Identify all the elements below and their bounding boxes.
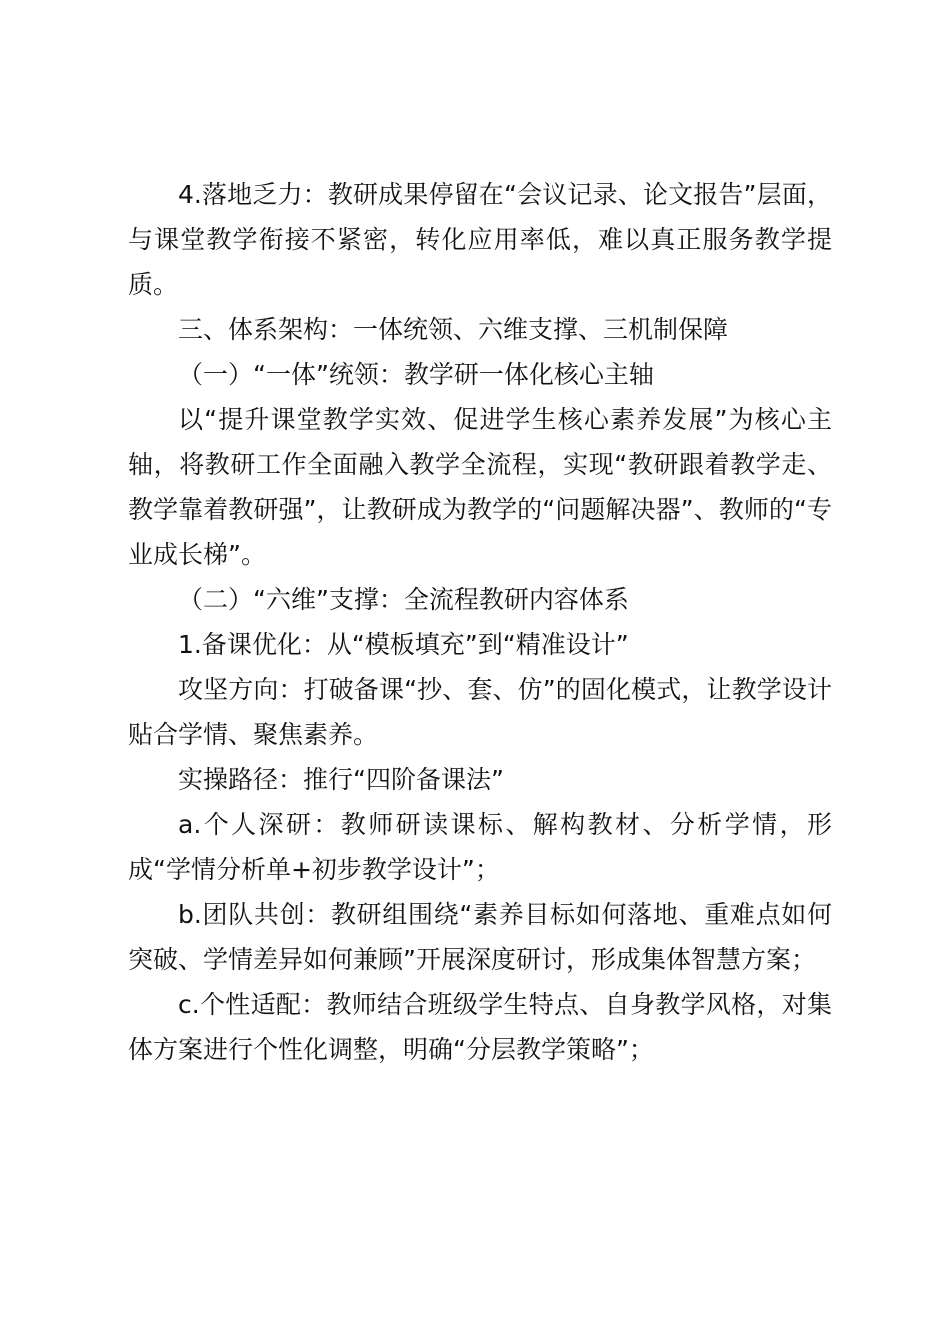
subheading-lesson-preparation: 1.备课优化：从“模板填充”到“精准设计” <box>178 630 629 659</box>
paragraph-key-direction: 攻坚方向：打破备课“抄、套、仿”的固化模式，让教学设计贴合学情、聚焦素养。 <box>128 675 832 749</box>
heading-system-architecture: 三、体系架构：一体统领、六维支撑、三机制保障 <box>178 315 729 344</box>
paragraph-practical-path: 实操路径：推行“四阶备课法” <box>178 765 504 794</box>
list-item-personal-adaptation: c.个性适配：教师结合班级学生特点、自身教学风格，对集体方案进行个性化调整，明确“分层教学策略”； <box>128 990 832 1064</box>
document-body <box>128 172 832 1072</box>
subheading-integration-axis: （一）“一体”统领：教学研一体化核心主轴 <box>178 360 654 389</box>
paragraph-core-axis: 以“提升课堂教学实效、促进学生核心素养发展”为核心主轴，将教研工作全面融入教学全流程，实现“教研跟着教学走、教学靠着教研强”，让教研成为教学的“问题解决器”、教师的“专业成长梯”。 <box>128 405 832 569</box>
list-item-individual-study: a.个人深研：教师研读课标、解构教材、分析学情，形成“学情分析单+初步教学设计”； <box>128 810 832 884</box>
subheading-six-dimensions: （二）“六维”支撑：全流程教研内容体系 <box>178 585 629 614</box>
list-item-team-creation: b.团队共创：教研组围绕“素养目标如何落地、重难点如何突破、学情差异如何兼顾”开展深度研讨，形成集体智慧方案； <box>128 900 832 974</box>
paragraph-implementation-weakness: 4.落地乏力：教研成果停留在“会议记录、论文报告”层面，与课堂教学衔接不紧密，转化应用率低，难以真正服务教学提质。 <box>128 180 832 299</box>
